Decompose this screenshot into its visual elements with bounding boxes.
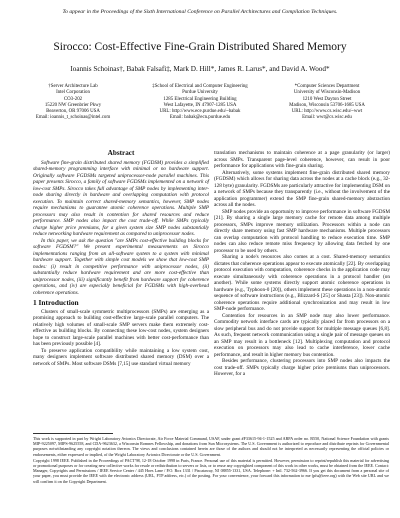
footnote <box>33 436 389 485</box>
paper-title: Sirocco: Cost-Effective Fine-Grain Distributed Shared Memory <box>53 41 347 53</box>
abstract-heading: Abstract <box>107 149 135 157</box>
author-list: Ioannis Schoinas†, Babak Falsafi‡, Mark D. Hill*, James R. Larus*, and David A. Wood* <box>70 65 330 73</box>
affiliation-line: CO3-202 <box>63 96 83 102</box>
body-paragraph-4: Sharing a node's resources also comes at a cost. Shared-memory semantics dictates that coherence operations appear to execute atomically [22]. By overlapping protocol execution with computation, coherence checks in the application code may execute simultaneously with coherence operations in a protocol handler (on another). While some systems directly support atomic coherence operations in hardware (e.g., Typhoon-0 [20]), others implement these operations in a non-atomic sequence of software instructions (e.g., Blizzard-S [25] or Shasta [23]). Non-atomic coherence operations require additional synchronization and may result in low SMP-node performance. <box>214 254 390 312</box>
body-paragraph-1: translation mechanisms to maintain coherence at a page granularity (or larger) across SMPs. Transparent page-level coherence, however, can result in poor performance for applications with fine-grain sharing. <box>214 150 390 169</box>
body-paragraph-3: SMP nodes provide an opportunity to improve performance in software FGDSM [21]. By sharing a single large memory cache for remote data among multiple processors, SMPs improve memory utilization. Processors within a node can directly share memory using fast SMP hardware mechanisms. Multiple processors can overlap computation with protocol handling to reduce execution time. SMP nodes can also reduce remote miss frequency by allowing data fetched by one processor to be used by others. <box>214 208 390 254</box>
abstract-paragraph-1: Software fine-grain distributed shared memory (FGDSM) provides a simplified shared-memory programming interface with minimal or no hardware support. Originally software FGDSMs targeted uniprocessor-node parallel machines. This paper presents Sirocco, a family of software FGDSMs implemented on a network of low-cost SMPs. Sirocco takes full advantage of SMP nodes by implementing inter-node sharing directly in hardware and overlapping computation with protocol execution. To maintain correct shared-memory semantics, however, SMP nodes require mechanisms to guarantee atomic coherence operations. Multiple SMP processors may also result in contention for shared resources and reduce performance. SMP nodes also impact the cost trade-off. While SMPs typically charge higher price premiums, for a given system size SMP nodes substantially reduce networking hardware requirement as compared to uniprocessor nodes. <box>33 159 209 237</box>
affiliation-url: URL: http://www.ece.purdue.edu/~babak <box>159 109 241 115</box>
abstract-paragraph-2: In this paper, we ask the question "are SMPs cost-effective building blocks for software FGDSM?" We present experimental measurements on Sirocco implementations ranging from an all-software system to a system with minimal hardware support. Together with simple cost models we show that low-cost SMP nodes: (i) result in competitive performance with uniprocessor nodes, (ii) substantially reduce hardware requirement and are more cost-effective than uniprocessor nodes, (iii) significantly benefit from hardware support for coherence operations, and (iv) are especially beneficial for FGDSMs with high-overhead coherence operations. <box>33 237 209 296</box>
affiliation-intel <box>14 84 132 122</box>
footnote-copyright: Copyright 1998 IEEE. Published in the Proceedings of PACT'98, 12-18 October 1998 in Paris, France. Personal use of this material is permitted. However, permission to reprint/republish this material for advertising or promotional purposes or for creating new collective works for resale or redistribution to servers or lists, or to reuse any copyrighted component of this work in other works, must be obtained from the IEEE. Contact: Manager, Copyrights and Permissions / IEEE Service Center / 445 Hoes Lane / P.O. Box 1331 / Piscataway, NJ 08855-1331, USA. Telephone: + Intl. 732-562-3966. If you get this document from a personal site of your paper, you must provide the IEEE with the electronic address (URL, FTP address, etc.) of the posting. For your convenience, your forward this information to me (pfu@ieee.org) with the Web site URL and we will confirm it on the Copyright Department. <box>33 457 389 484</box>
affiliation-line: †Server Architecture Lab <box>48 84 98 89</box>
affiliation-purdue <box>136 84 264 122</box>
affiliation-line: Beaverton, OR 97006 USA <box>46 109 100 115</box>
affiliation-line: 1285 Electrical Engineering Building <box>163 96 237 102</box>
affiliation-line: West Lafayette, IN 47907-1285 USA <box>163 102 237 108</box>
affiliation-line: 15220 NW Greenbrier Pkwy <box>44 102 102 108</box>
section-heading-introduction: 1 Introduction <box>33 298 79 307</box>
footnote-funding: This work is supported in part by Wright Laboratory Avionics Directorate, Air Force Material Command, USAF, under grant #F33615-94-1-1525 and ARPA order no. B550, National Science Foundation with grants MIP-9225097, MIPS-9625558, and CDA-9623632, a Wisconsin Romnes Fellowship, and donations from Sun Microsystems. The U.S. Government is authorized to reproduce and distribute reprints for Governmental purposes notwithstanding any copyright notation thereon. The views and conclusions contained herein are those of the authors and should not be interpreted as necessarily representing the official policies or endorsements, either expressed or implied, of the Wright Laboratory Avionics Directorate or the U.S. Government. <box>33 436 389 457</box>
affiliation-email: Email: ioannis_t_schoinas@intel.com <box>35 115 111 121</box>
body-paragraph-5: Contention for resources in an SMP node may also lower performance. Commodity network interface cards are typically placed far from processors on a slow peripheral bus and do not provide support for multiple message queues [6,8]. As such, frequent network communication using a single pair of message queues on an SMP may result in a bottleneck [12]. Multiplexing computation and protocol execution on processors may also lead to cache interference, lower cache performance, and result in higher memory bus contention. <box>214 312 390 358</box>
affiliation-line: Intel Corporation <box>56 90 90 96</box>
affiliation-url: URL: http://www.cs.wisc.edu/~wwt <box>291 109 363 115</box>
affiliations <box>14 84 386 132</box>
right-column <box>214 150 390 378</box>
left-column <box>33 150 209 367</box>
affiliation-email: Email: wwt@cs.wisc.edu <box>302 115 352 121</box>
body-paragraph-6: Besides performance, clustering processors into SMP nodes also impacts the cost trade-off. SMPs typically charge higher price premiums than uniprocessors. However, for a <box>214 358 390 377</box>
affiliation-line: *Computer Sciences Department <box>294 84 360 89</box>
body-paragraph-2: Alternatively, some systems implement fine-grain distributed shared memory (FGDSM) which allows for sharing data across the nodes at a cache block (e.g., 32-128 byte) granularity. FGDSMs are particularly attractive for implementing DSM on a network of SMPs because they transparently (i.e., without the involvement of the application programmer) extend the SMP fine-grain shared-memory abstraction across all the nodes. <box>214 169 390 208</box>
affiliation-line: University of Wisconsin-Madison <box>293 90 361 96</box>
affiliation-line: 1210 West Dayton Street <box>302 96 352 102</box>
affiliation-email: Email: babak@ecn.purdue.edu <box>169 115 231 121</box>
intro-paragraph-2: To preserve application compatibility while maintaining a low system cost, many designers implement software distributed shared memory (DSM) over a network of SMPs. Most software DSMs [7,15] use standard virtual memory <box>33 347 209 367</box>
intro-paragraph-1: Clusters of small-scale symmetric multiprocessors (SMPs) are emerging as a promising approach to building cost-effective large-scale parallel computers. The relatively high volumes of small-scale SMP servers make them extremely cost-effective as building blocks. By connecting these low-cost nodes, system designers hope to construct large-scale parallel machines with better cost-performance than has been previously possible [4]. <box>33 308 209 347</box>
affiliation-wisconsin <box>268 84 386 122</box>
affiliation-line: Purdue University <box>182 90 218 96</box>
appear-note: To appear in the Proceedings of the Sixth International Conference on Parallel Architectures and Compilation Techniques. <box>62 9 338 15</box>
affiliation-line: ‡School of Electrical and Computer Engineering <box>152 84 248 89</box>
affiliation-line: Madison, Wisconsin 53706-1685 USA <box>289 102 365 108</box>
footnote-rule <box>33 433 113 434</box>
